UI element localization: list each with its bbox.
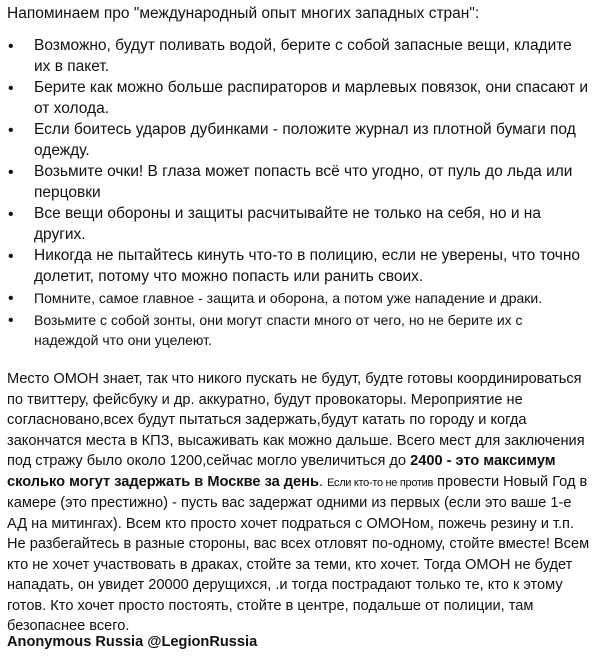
bullet-dot-icon: • <box>8 38 14 55</box>
bullet-dot-icon: • <box>8 311 14 329</box>
paragraph-text: . <box>318 473 328 490</box>
intro-heading: Напоминаем про "международный опыт многих западных стран": <box>7 5 480 22</box>
bullet-dot-icon: • <box>8 248 14 265</box>
list-item-text: Берите как можно больше распираторов и марлевых повязок, они спасают и от холода. <box>34 79 589 117</box>
list-item-text: Никогда не пытайтесь кинуть что-то в полицию, если не уверены, что точно долетит, потому что можно попасть или ранить своих. <box>34 247 581 285</box>
list-item-text: Возьмите очки! В глаза может попасть всё что угодно, от пуль до льда или перцовки <box>34 163 573 201</box>
list-item-text: Возьмите с собой зонты, они могут спасти много от чего, но не берите их с надеждой что они уцелеют. <box>34 311 523 348</box>
list-item <box>0 204 590 245</box>
paragraph-condensed-text: Если кто-то не против <box>327 476 434 489</box>
list-item <box>0 310 590 351</box>
list-item <box>0 78 590 119</box>
list-item-text: Если боитесь ударов дубинками - положите журнал из плотной бумаги под одежду. <box>34 121 576 159</box>
bullet-dot-icon: • <box>8 80 14 97</box>
list-item <box>0 120 590 161</box>
signature: Anonymous Russia @LegionRussia <box>7 634 258 650</box>
paragraph-text: Место ОМОН знает, так что никого пускать не будут, будте готовы координироваться по твиттеру, фейсбуку и др. аккуратно, будут провокаторы. Мероприятие не согласновано,всех будут пытаться задержать,будут катать по городу и когда закончатся места в КПЗ, высаживать как можно дальше. Всего мест для заключения под стражу было около 1200,сейчас могло увеличиться до <box>7 371 585 469</box>
list-item <box>0 288 590 309</box>
bullet-dot-icon: • <box>8 122 14 139</box>
main-paragraph <box>7 369 593 637</box>
bullet-dot-icon: • <box>8 206 14 223</box>
list-item <box>0 36 590 77</box>
paragraph-bold-text: 2400 - это максимум сколько могут задержать в Москве за день <box>7 453 556 490</box>
list-item <box>0 162 590 203</box>
list-item-text: Помните, самое главное - защита и оборона, а потом уже нападение и драки. <box>34 290 543 306</box>
tips-list <box>0 36 590 352</box>
list-item-text: Все вещи обороны и защиты расчитывайте не только на себя, но и на других. <box>34 205 541 243</box>
list-item <box>0 246 590 287</box>
bullet-dot-icon: • <box>8 164 14 181</box>
bullet-dot-icon: • <box>8 290 14 307</box>
list-item-text: Возможно, будут поливать водой, берите с собой запасные вещи, кладите их в пакет. <box>34 37 572 75</box>
paragraph-text: провести Новый Год в камере (это престижно) - пусть вас задержат одними из первых (если это ваше 1-е АД на митингах). Всем кто просто хочет подраться с ОМОНом, пожечь резину и т.п. Не разбегайтесь в разные стороны, вас всех отловят по-одному, стойте вместе! Всем кто не хочет участвовать в драках, стойте за теми, кто хочет. Тогда ОМОН не будет нападать, он увидет 20000 дерущихся, .и тогда пострадают только те, кто к этому готов. Кто хочет просто постоять, стойте в центре, подальше от полиции, там безопаснее всего. <box>7 473 590 634</box>
